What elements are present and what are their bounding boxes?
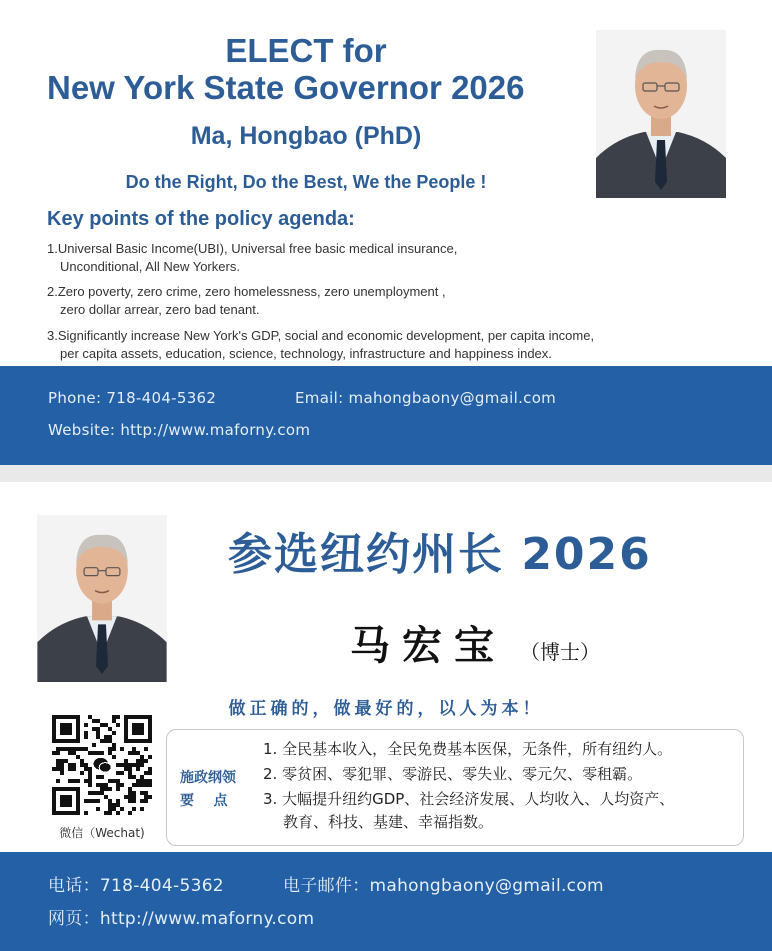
policy-label: 施政纲领: [180, 770, 236, 786]
candidate-portrait-icon: [37, 515, 167, 682]
candidate-portrait-icon: [596, 30, 726, 198]
agenda-item: [47, 240, 737, 276]
agenda-item-continuation: zero dollar arrear, zero bad tenant.: [60, 302, 260, 317]
policy-box: [166, 729, 744, 846]
agenda-item-continuation: Unconditional, All New Yorkers.: [60, 259, 240, 274]
agenda-heading: Key points of the policy agenda:: [47, 208, 355, 230]
website-link[interactable]: Website: http://www.maforny.com: [48, 421, 311, 439]
phone-text: Phone: 718-404-5362: [48, 389, 217, 407]
cn-candidate-name: 马宏宝: [350, 622, 506, 669]
title-line-1: ELECT for: [225, 32, 387, 69]
policy-item-continuation: 教育、科技、基建、幸福指数。: [283, 813, 494, 831]
email-link[interactable]: Email: mahongbaony@gmail.com: [295, 389, 557, 407]
candidate-name: Ma, Hongbao (PhD): [190, 122, 422, 150]
policy-item-line: 1. 全民基本收入，全民免费基本医保，无条件，所有纽约人。: [263, 740, 673, 758]
agenda-item: [47, 327, 737, 363]
agenda-item-line: 3.Significantly increase New York's GDP, social and economic development, per capita income,: [47, 328, 595, 343]
policy-item: [263, 763, 733, 786]
cn-website-link[interactable]: 网页：http://www.maforny.com: [48, 909, 315, 929]
agenda-item: [47, 283, 737, 319]
qr-caption: 微信（Wechat): [59, 826, 145, 840]
title-line-2: New York State Governor 2026: [47, 69, 525, 106]
policy-item-line: 3. 大幅提升纽约GDP、社会经济发展、人均收入、人均资产、: [263, 790, 675, 808]
slogan: Do the Right, Do the Best, We the People !: [125, 172, 487, 192]
cn-contact-band: [0, 852, 772, 951]
cn-email-link[interactable]: 电子邮件：mahongbaony@gmail.com: [283, 876, 604, 896]
cn-slogan: 做正确的，做最好的，以人为本！: [228, 699, 544, 719]
policy-label-sub: 要 点: [180, 793, 228, 809]
chinese-campaign-card: [0, 482, 772, 951]
policy-item: [263, 738, 733, 761]
policy-item: [263, 788, 733, 834]
policy-item-line: 2. 零贫困、零犯罪、零游民、零失业、零元欠、零租霸。: [263, 765, 643, 783]
agenda-item-line: 1.Universal Basic Income(UBI), Universal free basic medical insurance,: [47, 241, 458, 256]
contact-band: [0, 366, 772, 465]
wechat-qr-code-icon[interactable]: [52, 715, 152, 815]
cn-name-suffix: （博士）: [520, 640, 600, 664]
agenda-item-continuation: per capita assets, education, science, technology, infrastructure and happiness index.: [60, 346, 552, 361]
agenda-item-line: 2.Zero poverty, zero crime, zero homelessness, zero unemployment ,: [47, 284, 446, 299]
cn-title: 参选纽约州长 2026: [228, 529, 652, 580]
cn-phone-text: 电话：718-404-5362: [48, 876, 224, 896]
english-campaign-card: [0, 0, 772, 465]
